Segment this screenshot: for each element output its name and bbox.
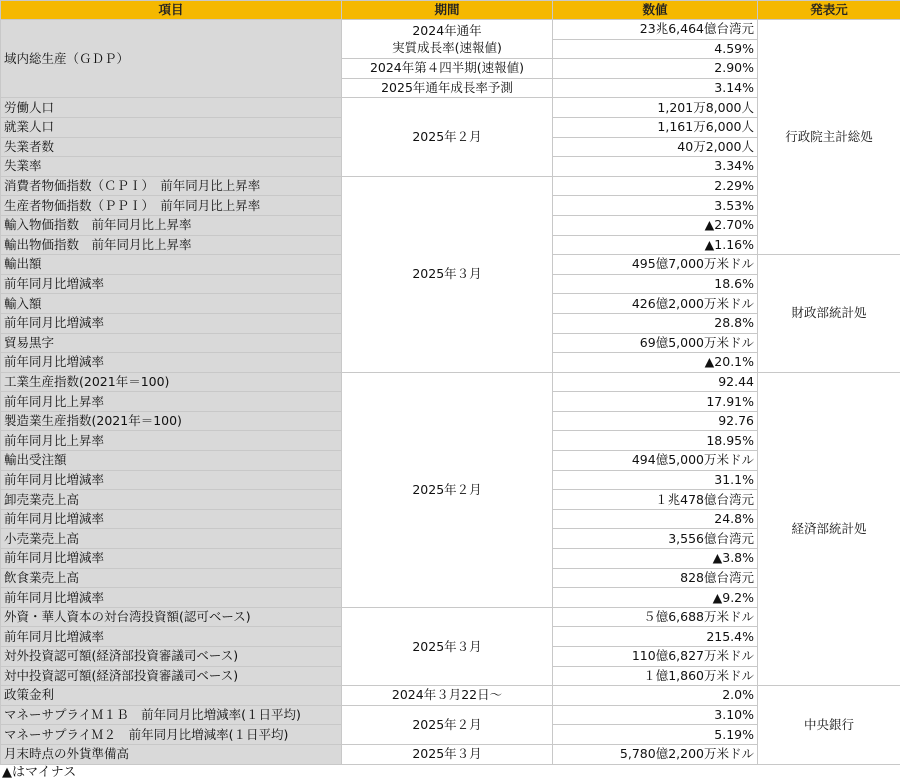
header-value: 数値: [553, 1, 758, 20]
row-value: ▲2.70%: [553, 215, 758, 235]
row-value: 3,556億台湾元: [553, 529, 758, 549]
row-period: 2025年２月: [342, 705, 553, 744]
row-value: 5.19%: [553, 725, 758, 745]
row-value: 1,161万6,000人: [553, 117, 758, 137]
row-item: 前年同月比増減率: [1, 470, 342, 490]
row-item: マネーサプライＭ２ 前年同月比増減率(１日平均): [1, 725, 342, 745]
header-row: [1, 1, 900, 20]
row-value: 5,780億2,200万米ドル: [553, 744, 758, 764]
row-item: 小売業売上高: [1, 529, 342, 549]
row-value: 23兆6,464億台湾元: [553, 20, 758, 40]
row-item: 政策金利: [1, 686, 342, 706]
row-item: 製造業生産指数(2021年＝100): [1, 411, 342, 431]
row-item: 失業率: [1, 157, 342, 177]
source-moea: 経済部統計処: [758, 372, 900, 686]
row-item: 前年同月比増減率: [1, 274, 342, 294]
row-item: 消費者物価指数（ＣＰＩ） 前年同月比上昇率: [1, 176, 342, 196]
row-item: 工業生産指数(2021年＝100): [1, 372, 342, 392]
row-value: 3.34%: [553, 157, 758, 177]
source-mof: 財政部統計処: [758, 255, 900, 373]
row-item: 前年同月比上昇率: [1, 392, 342, 412]
row-item: 就業人口: [1, 117, 342, 137]
row-period: 2024年３月22日～: [342, 686, 553, 706]
row-value: 2.29%: [553, 176, 758, 196]
row-item: 域内総生産（ＧＤＰ）: [1, 20, 342, 98]
row-value: 69億5,000万米ドル: [553, 333, 758, 353]
row-period: 2025年３月: [342, 176, 553, 372]
row-value: 2.90%: [553, 59, 758, 79]
row-period: 2025年３月: [342, 744, 553, 764]
row-item: 対外投資認可額(経済部投資審議司ベース): [1, 647, 342, 667]
row-period: 2025年２月: [342, 372, 553, 607]
row-item: 前年同月比増減率: [1, 588, 342, 608]
row-item: 前年同月比増減率: [1, 627, 342, 647]
row-item: 生産者物価指数（ＰＰＩ） 前年同月比上昇率: [1, 196, 342, 216]
row-value: 2.0%: [553, 686, 758, 706]
row-value: 426億2,000万米ドル: [553, 294, 758, 314]
row-period: 2024年通年 実質成長率(速報値): [342, 20, 553, 59]
table-row: [1, 372, 900, 392]
row-period: 2025年通年成長率予測: [342, 78, 553, 98]
row-value: 17.91%: [553, 392, 758, 412]
row-value: 495億7,000万米ドル: [553, 255, 758, 275]
row-value: ５億6,688万米ドル: [553, 607, 758, 627]
row-value: ▲20.1%: [553, 353, 758, 373]
row-value: 494億5,000万米ドル: [553, 451, 758, 471]
row-value: 31.1%: [553, 470, 758, 490]
source-dgbas: 行政院主計総処: [758, 20, 900, 255]
table-row: [1, 20, 900, 40]
row-value: 1,201万8,000人: [553, 98, 758, 118]
row-value: １億1,860万米ドル: [553, 666, 758, 686]
row-item: 輸入物価指数 前年同月比上昇率: [1, 215, 342, 235]
row-item: 労働人口: [1, 98, 342, 118]
row-value: ▲1.16%: [553, 235, 758, 255]
row-item: 外資・華人資本の対台湾投資額(認可ベース): [1, 607, 342, 627]
row-value: 28.8%: [553, 313, 758, 333]
row-item: 対中投資認可額(経済部投資審議司ベース): [1, 666, 342, 686]
row-item: 輸出物価指数 前年同月比上昇率: [1, 235, 342, 255]
header-item: 項目: [1, 1, 342, 20]
header-source: 発表元: [758, 1, 900, 20]
row-value: 92.76: [553, 411, 758, 431]
row-period: 2025年３月: [342, 607, 553, 685]
row-value: ▲3.8%: [553, 549, 758, 569]
row-period: 2025年２月: [342, 98, 553, 176]
header-period: 期間: [342, 1, 553, 20]
row-item: 失業者数: [1, 137, 342, 157]
row-value: 3.10%: [553, 705, 758, 725]
row-value: 3.14%: [553, 78, 758, 98]
row-value: 18.6%: [553, 274, 758, 294]
row-value: 110億6,827万米ドル: [553, 647, 758, 667]
row-item: 貿易黒字: [1, 333, 342, 353]
row-item: 月末時点の外貨準備高: [1, 744, 342, 764]
row-item: 前年同月比増減率: [1, 509, 342, 529]
row-period: 2024年第４四半期(速報値): [342, 59, 553, 79]
row-value: 3.53%: [553, 196, 758, 216]
table-row: [1, 686, 900, 706]
row-item: 輸出受注額: [1, 451, 342, 471]
row-item: 輸入額: [1, 294, 342, 314]
row-item: マネーサプライＭ１Ｂ 前年同月比増減率(１日平均): [1, 705, 342, 725]
row-value: １兆478億台湾元: [553, 490, 758, 510]
footnote: ▲はマイナス: [2, 765, 77, 780]
row-value: 40万2,000人: [553, 137, 758, 157]
row-value: 92.44: [553, 372, 758, 392]
row-item: 飲食業売上高: [1, 568, 342, 588]
row-value: 24.8%: [553, 509, 758, 529]
row-item: 前年同月比上昇率: [1, 431, 342, 451]
row-item: 前年同月比増減率: [1, 549, 342, 569]
row-value: 18.95%: [553, 431, 758, 451]
row-value: 215.4%: [553, 627, 758, 647]
row-value: 828億台湾元: [553, 568, 758, 588]
row-item: 前年同月比増減率: [1, 353, 342, 373]
row-item: 前年同月比増減率: [1, 313, 342, 333]
source-cbc: 中央銀行: [758, 686, 900, 764]
row-item: 卸売業売上高: [1, 490, 342, 510]
row-item: 輸出額: [1, 255, 342, 275]
row-value: ▲9.2%: [553, 588, 758, 608]
row-value: 4.59%: [553, 39, 758, 59]
